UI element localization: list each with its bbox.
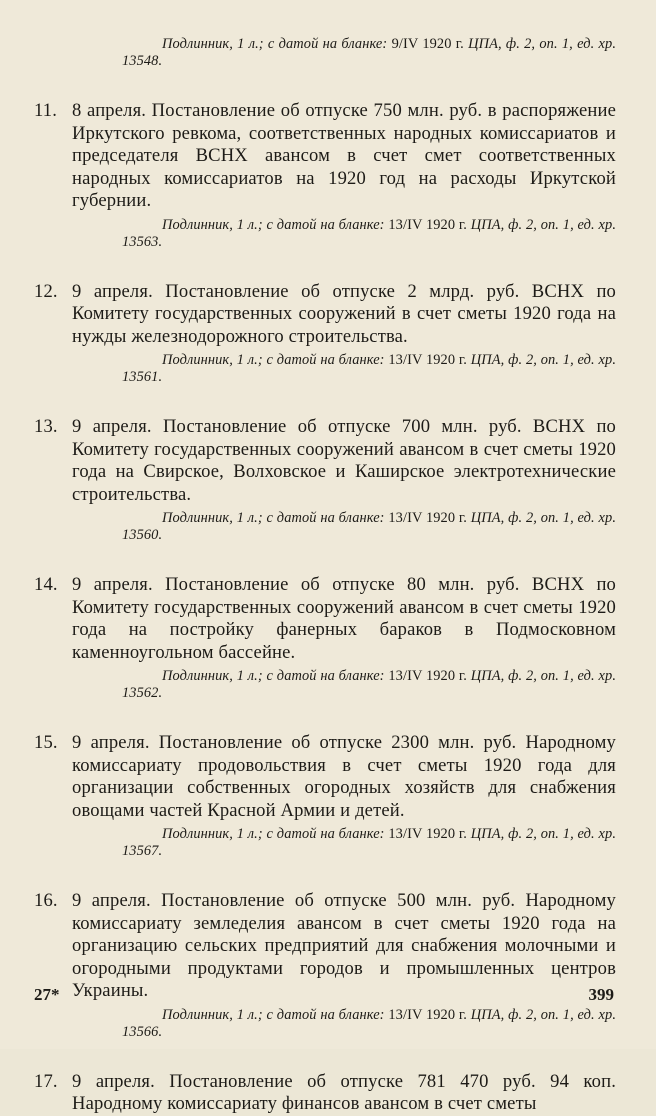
source-note (34, 1007, 616, 1041)
entry-number: 16. (34, 890, 58, 911)
source-note (34, 826, 616, 860)
source-label: Подлинник, 1 л.; с датой на бланке: (162, 216, 385, 233)
entry-body: 9 апреля. Постановление об отпуске 80 млн. руб. ВСНХ по Комитету государственных сооружений авансом в счет сметы 1920 года на постройку фанерных бараков в Подмосковном каменноугольном бассейне. (72, 574, 616, 663)
source-date: 13/IV 1920 г. (388, 352, 468, 368)
source-note-top (34, 36, 616, 70)
entry-text (34, 574, 616, 664)
signature-mark: 27* (34, 985, 60, 1004)
entry-body: 9 апреля. Постановление об отпуске 700 млн. руб. ВСНХ по Комитету государственных сооружений авансом в счет сметы 1920 года на Свирское, Волховское и Каширское электротехнические строительства. (72, 416, 616, 505)
source-archive: ЦПА, ф. 2, оп. 1, ед. хр. 13561. (122, 352, 617, 385)
source-archive: ЦПА, ф. 2, оп. 1, ед. хр. 13566. (122, 1006, 617, 1040)
entry-11 (34, 100, 616, 251)
source-date: 13/IV 1920 г. (388, 1006, 468, 1023)
entry-text (34, 732, 616, 822)
source-date: 9/IV 1920 г. (391, 36, 464, 52)
source-archive: ЦПА, ф. 2, оп. 1, ед. хр. 13560. (122, 510, 617, 543)
source-label: Подлинник, 1 л.; с датой на бланке: (162, 668, 385, 684)
entry-17 (34, 1071, 616, 1116)
entry-number: 14. (34, 574, 58, 595)
entry-number: 12. (34, 280, 58, 302)
source-label: Подлинник, 1 л.; с датой на бланке: (162, 352, 385, 368)
entry-number: 13. (34, 416, 58, 437)
entry-body: 9 апреля. Постановление об отпуске 500 млн. руб. Народному комиссариату земледелия авансом в счет сметы 1920 года на организацию сельских предприятий для снабжения молочными и огородными продуктами городов и промышленных центров Украины. (72, 890, 616, 1001)
source-archive: ЦПА, ф. 2, оп. 1, ед. хр. 13548. (122, 36, 617, 69)
source-label: Подлинник, 1 л.; с датой на бланке: (162, 826, 385, 842)
entry-16 (34, 890, 616, 1041)
entry-body: 8 апреля. Постановление об отпуске 750 млн. руб. в распоряжение Иркутского ревкома, соответственных народных комиссариатов и председателя ВСНХ авансом в счет смет соответственных народных комиссариатов на 1920 год на расходы Иркутской губернии. (72, 100, 616, 211)
source-note (34, 352, 616, 386)
source-date: 13/IV 1920 г. (388, 668, 468, 684)
page-footer (34, 985, 614, 1005)
source-archive: ЦПА, ф. 2, оп. 1, ед. хр. 13567. (122, 826, 617, 859)
entry-15 (34, 732, 616, 860)
source-date: 13/IV 1920 г. (388, 826, 468, 842)
entry-text (34, 416, 616, 506)
source-label: Подлинник, 1 л.; с датой на бланке: (162, 1006, 385, 1023)
entry-body: 9 апреля. Постановление об отпуске 2300 млн. руб. Народному комиссариату продовольствия в счет сметы 1920 года для организации собственных огородных хозяйств для снабжения овощами частей Красной Армии и детей. (72, 732, 616, 821)
source-label: Подлинник, 1 л.; с датой на бланке: (162, 36, 388, 52)
entry-body: 9 апреля. Постановление об отпуске 781 470 руб. 94 коп. Народному комиссариату финансов авансом в счет сметы (72, 1070, 616, 1114)
entry-14 (34, 574, 616, 702)
entry-text (34, 281, 616, 349)
source-note (34, 217, 616, 251)
source-note (34, 668, 616, 702)
source-note (34, 510, 616, 544)
entry-number: 17. (34, 1070, 58, 1092)
source-label: Подлинник, 1 л.; с датой на бланке: (162, 510, 385, 526)
source-archive: ЦПА, ф. 2, оп. 1, ед. хр. 13562. (122, 668, 617, 701)
entry-number: 11. (34, 100, 58, 121)
page-number: 399 (588, 985, 614, 1004)
source-archive: ЦПА, ф. 2, оп. 1, ед. хр. 13563. (122, 216, 617, 250)
entry-text (34, 100, 616, 213)
entry-number: 15. (34, 732, 58, 753)
entry-body: 9 апреля. Постановление об отпуске 2 млрд. руб. ВСНХ по Комитету государственных сооружений в счет сметы 1920 года на нужды железнодорожного строительства. (72, 280, 616, 347)
source-date: 13/IV 1920 г. (388, 216, 468, 233)
entry-12 (34, 281, 616, 387)
source-date: 13/IV 1920 г. (388, 510, 468, 526)
entry-text (34, 1071, 616, 1116)
entry-13 (34, 416, 616, 544)
